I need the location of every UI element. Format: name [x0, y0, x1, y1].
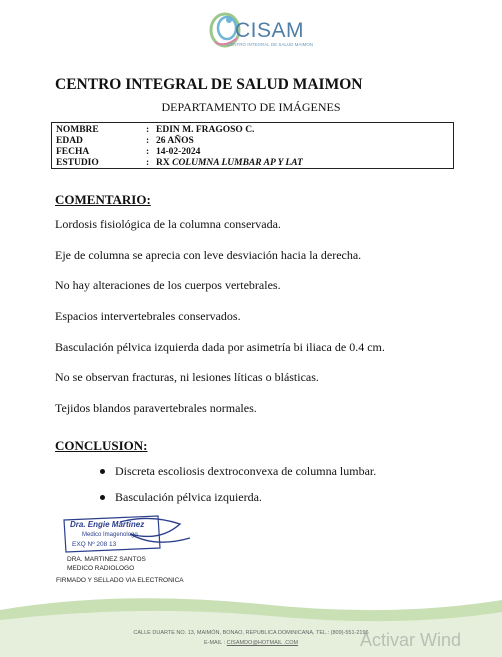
info-key: FECHA — [56, 147, 90, 157]
study-type — [156, 158, 449, 169]
conclusion-item: Discreta escoliosis dextroconvexa de columna lumbar. — [115, 463, 377, 478]
signed-note: FIRMADO Y SELLADO VIA ELECTRONICA — [56, 577, 184, 584]
patient-age: 26 AÑOS — [156, 136, 194, 146]
footer-email: E-MAIL : CISAMDO@HOTMAIL .COM — [203, 640, 299, 646]
patient-name: EDIN M. FRAGOSO C. — [156, 125, 255, 135]
info-separator: : — [146, 136, 150, 146]
bullet-icon — [100, 469, 105, 474]
study-date-row — [56, 147, 449, 158]
comment-line: Basculación pélvica izquierda dada por asimetría bi iliaca de 0.4 cm. — [55, 340, 385, 354]
info-key: ESTUDIO — [56, 158, 99, 168]
page-title: CENTRO INTEGRAL DE SALUD MAIMON — [55, 76, 363, 93]
study-date: 14-02-2024 — [156, 147, 201, 157]
info-separator: : — [146, 147, 150, 157]
bullet-icon — [100, 495, 105, 500]
info-key: EDAD — [56, 136, 83, 146]
stamp-doctor-name: Dra. Engie Martinez — [70, 520, 145, 529]
patient-age-row — [56, 136, 449, 147]
doctor-credentials — [67, 555, 146, 573]
comment-line: Tejidos blandos paravertebrales normales. — [55, 401, 257, 415]
comment-line: Lordosis fisiológica de la columna conservada. — [55, 217, 281, 231]
stamp-license: EXQ Nº 208 13 — [72, 541, 117, 548]
doctor-name: DRA. MARTINEZ SANTOS — [67, 556, 146, 563]
study-prefix: RX — [156, 158, 170, 168]
conclusion-list — [100, 460, 376, 512]
patient-name-row — [56, 125, 449, 136]
comment-line: Eje de columna se aprecia con leve desviación hacia la derecha. — [55, 248, 362, 262]
comment-line: Espacios intervertebrales conservados. — [55, 309, 241, 323]
list-item — [100, 486, 376, 508]
info-separator: : — [146, 125, 150, 135]
signature-stamp — [60, 512, 200, 556]
patient-info-box — [51, 122, 454, 169]
logo-subtitle: CENTRO INTEGRAL DE SALUD MAIMON — [227, 42, 314, 47]
conclusion-item: Basculación pélvica izquierda. — [115, 489, 262, 504]
email-link[interactable]: CISAMDO@HOTMAIL .COM — [226, 640, 299, 646]
activation-watermark: Activar Wind — [360, 630, 462, 650]
footer-address: CALLE DUARTE NO. 13, MAIMÓN, BONAO, REPUBLICA DOMINICANA, TEL.: (809)-551-2196 — [133, 630, 369, 636]
info-separator: : — [146, 158, 150, 168]
list-item — [100, 460, 376, 482]
cisam-logo — [205, 8, 325, 52]
doctor-title: MEDICO RADIOLOGO — [67, 565, 135, 572]
study-type-row — [56, 158, 449, 169]
stamp-specialty: Medico Imagenologo — [82, 532, 138, 538]
comment-line: No hay alteraciones de los cuerpos vertebrales. — [55, 278, 281, 292]
conclusion-heading: CONCLUSION: — [55, 438, 148, 453]
comment-line: No se observan fracturas, ni lesiones líticas o blásticas. — [55, 370, 319, 384]
comentario-heading: COMENTARIO: — [55, 192, 151, 207]
study-description: COLUMNA LUMBAR AP Y LAT — [172, 158, 303, 168]
logo-name: CISAM — [235, 19, 305, 42]
info-key: NOMBRE — [56, 125, 99, 135]
department-label: DEPARTAMENTO DE IMÁGENES — [161, 100, 341, 114]
